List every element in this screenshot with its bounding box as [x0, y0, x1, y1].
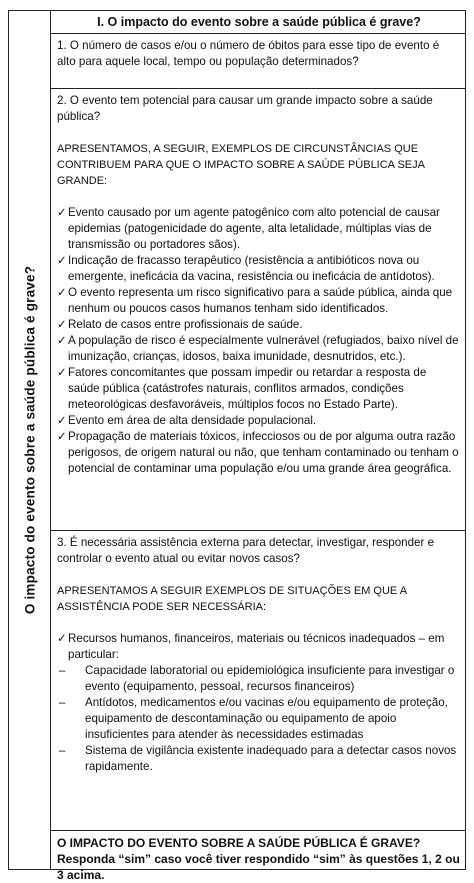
question-2-intro: APRESENTAMOS, A SEGUIR, EXEMPLOS DE CIRCUNSTÂNCIAS QUE CONTRIBUEM PARA QUE O IMPACTO SOBRE A SAÚDE PÚBLICA SEJA GRANDE:	[57, 143, 425, 187]
table-content	[51, 11, 465, 882]
list-item	[57, 333, 461, 365]
question-2-cell	[51, 89, 465, 531]
assessment-table	[8, 10, 466, 882]
list-item	[57, 413, 461, 429]
conclusion-text: O IMPACTO DO EVENTO SOBRE A SAÚDE PÚBLICA É GRAVE? Responda “sim” caso você tiver respondido “sim” às questões 1, 2 ou 3 acima.	[57, 836, 460, 882]
question-2-text: 2. O evento tem potencial para causar um grande impacto sobre a saúde pública?	[57, 94, 433, 123]
sub-list-item-text: Antídotos, medicamentos e/ou vacinas e/ou equipamento de proteção, equipamento de descontaminação ou equipamento de apoio insuficientes para atender às necessidades estimadas	[85, 696, 448, 741]
dash-bullet: –	[59, 664, 66, 677]
question-3-text: 3. É necessária assistência externa para detectar, investigar, responder e controlar o evento atual ou evitar novos casos?	[57, 536, 435, 565]
checkmark-icon: ✓	[57, 286, 67, 299]
list-item-text: Propagação de materiais tóxicos, infecciosos ou de por alguma outra razão perigosos, de origem natural ou não, que tenham contaminado ou tenham o potencial de contaminar uma população e/ou uma grande área geográfica.	[68, 430, 459, 475]
checkmark-icon: ✓	[57, 206, 67, 219]
checkmark-icon: ✓	[57, 632, 67, 645]
question-1-cell	[51, 34, 465, 89]
sub-list-item-text: Sistema de vigilância existente inadequado para a detectar casos novos rapidamente.	[85, 744, 457, 773]
conclusion-cell	[51, 831, 465, 882]
checkmark-icon: ✓	[57, 318, 67, 331]
list-item-text: O evento representa um risco significativo para a saúde pública, ainda que nenhum ou poucos casos humanos tenham sido identificados.	[68, 286, 453, 315]
side-header-label: O impacto do evento sobre a saúde pública é grave?	[22, 265, 37, 615]
list-item	[57, 429, 461, 477]
sub-list-item	[57, 743, 461, 775]
list-item-text: Recursos humanos, financeiros, materiais ou técnicos inadequados – em particular:	[68, 632, 445, 661]
checkmark-icon: ✓	[57, 334, 67, 347]
sub-list-item	[57, 663, 461, 695]
list-item	[57, 317, 461, 333]
question-3-cell	[51, 531, 465, 831]
question-3-intro: APRESENTAMOS A SEGUIR EXEMPLOS DE SITUAÇÕES EM QUE A ASSISTÊNCIA PODE SER NECESSÁRIA:	[57, 585, 407, 613]
sub-list-item-text: Capacidade laboratorial ou epidemiológica insuficiente para investigar o evento (equipamento, pessoal, recursos financeiros)	[85, 664, 455, 693]
list-item-text: Relato de casos entre profissionais de saúde.	[68, 318, 303, 331]
list-item-text: Indicação de fracasso terapêutico (resistência a antibióticos nova ou emergente, ineficácia da vacina, resistência ou ineficácia de antídotos).	[68, 254, 435, 283]
question-1-text: 1. O número de casos e/ou o número de óbitos para esse tipo de evento é alto para aquele local, tempo ou população determinados?	[57, 39, 440, 68]
list-item	[57, 365, 461, 413]
sub-list-item	[57, 695, 461, 743]
list-item	[57, 631, 461, 663]
list-item	[57, 253, 461, 285]
list-item-text: Evento causado por um agente patogênico com alto potencial de causar epidemias (patogenicidade do agente, alta letalidade, múltiplas vias de transmissão ou portadores sãos).	[68, 206, 440, 251]
dash-bullet: –	[59, 744, 66, 757]
checkmark-icon: ✓	[57, 254, 67, 267]
list-item	[57, 205, 461, 253]
table-header: I. O impacto do evento sobre a saúde pública é grave?	[51, 11, 465, 34]
side-header-cell	[9, 11, 51, 869]
checkmark-icon: ✓	[57, 366, 67, 379]
question-2-list	[57, 205, 461, 477]
checkmark-icon: ✓	[57, 414, 67, 427]
list-item-text: A população de risco é especialmente vulnerável (refugiados, baixo nível de imunização, crianças, idosos, baixa imunidade, desnutridos, etc.).	[68, 334, 459, 363]
list-item-text: Evento em área de alta densidade populacional.	[68, 414, 317, 427]
list-item	[57, 285, 461, 317]
checkmark-icon: ✓	[57, 430, 67, 443]
list-item-text: Fatores concomitantes que possam impedir ou retardar a resposta de saúde pública (catástrofes naturais, conflitos armados, condições meteorológicas desfavoráveis, múltiplos focos no Estado Parte).	[68, 366, 427, 411]
dash-bullet: –	[59, 696, 66, 709]
